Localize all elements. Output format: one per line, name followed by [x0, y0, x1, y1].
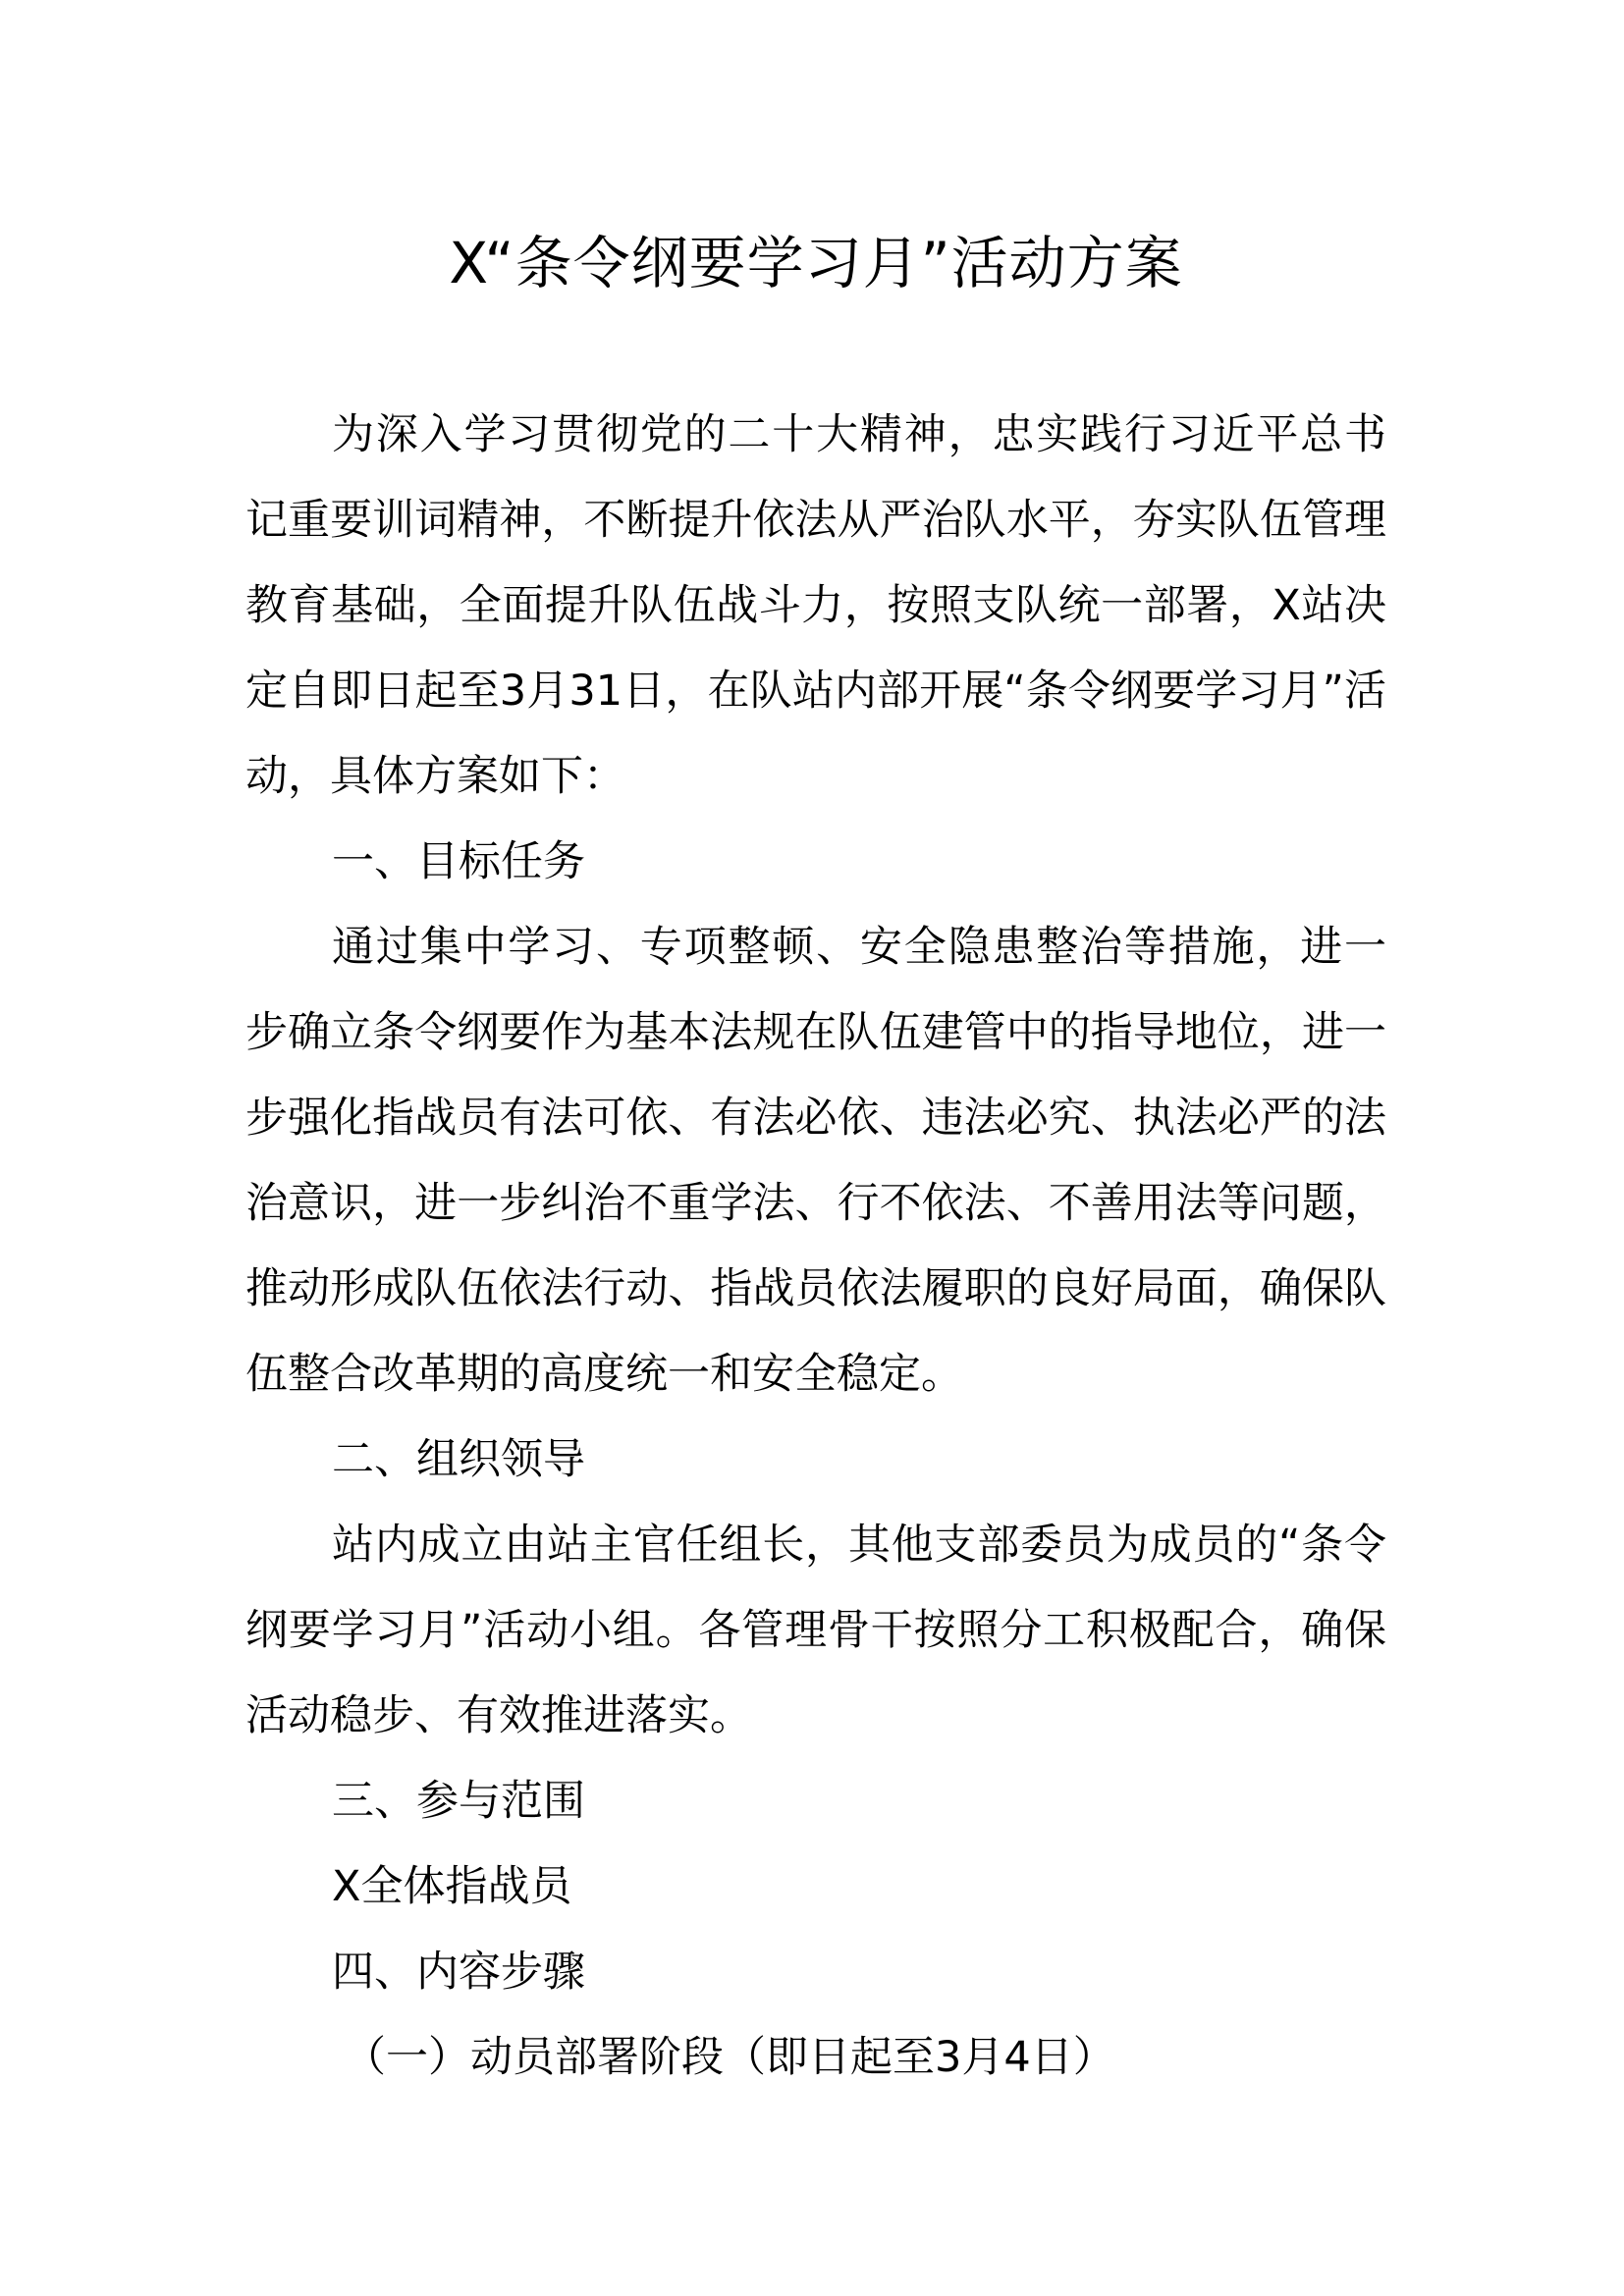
subsection-heading-mobilization: （一）动员部署阶段（即日起至3月4日） — [344, 2033, 1115, 2082]
intro-paragraph: 为深入学习贯彻党的二十大精神，忠实践行习近平总书记重要训词精神，不断提升依法从严治队水平，夯实队伍管理教育基础，全面提升队伍战斗力，按照支队统一部署，X站决定自即日起至3月31日，在队站内部开展“条令纲要学习月”活动，具体方案如下： — [245, 410, 1386, 801]
document-body — [245, 393, 1386, 2101]
section-body-scope: X全体指战员 — [332, 1862, 572, 1911]
section-heading-steps: 四、内容步骤 — [332, 1948, 585, 1997]
section-heading-goals: 一、目标任务 — [332, 837, 585, 886]
section-heading-scope: 三、参与范围 — [332, 1777, 585, 1826]
section-body-goals: 通过集中学习、专项整顿、安全隐患整治等措施，进一步确立条令纲要作为基本法规在队伍建管中的指导地位，进一步强化指战员有法可依、有法必依、违法必究、执法必严的法治意识，进一步纠治不重学法、行不依法、不善用法等问题，推动形成队伍依法行动、指战员依法履职的良好局面，确保队伍整合改革期的高度统一和安全稳定。 — [245, 923, 1386, 1399]
section-heading-organization: 二、组织领导 — [332, 1435, 585, 1484]
section-body-organization: 站内成立由站主官任组长，其他支部委员为成员的“条令纲要学习月”活动小组。各管理骨干按照分工积极配合，确保活动稳步、有效推进落实。 — [245, 1521, 1386, 1740]
document-title: X“条令纲要学习月”活动方案 — [449, 230, 1183, 296]
